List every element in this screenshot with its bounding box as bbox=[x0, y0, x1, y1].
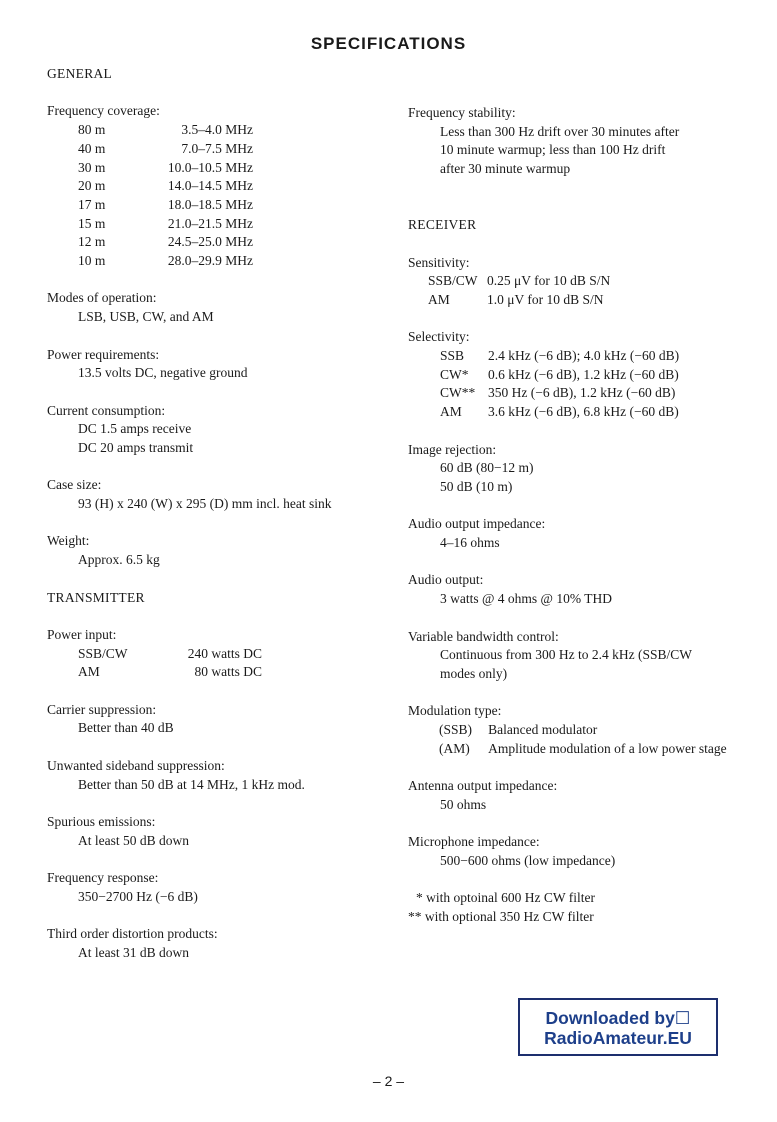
section-heading-receiver: RECEIVER bbox=[408, 217, 477, 233]
mode: CW** bbox=[440, 385, 476, 401]
frequency-stability-line: 10 minute warmup; less than 100 Hz drift bbox=[440, 142, 666, 158]
mode: SSB bbox=[440, 348, 465, 364]
band-range: 21.0–21.5 MHz bbox=[167, 215, 253, 231]
selectivity-value: 2.4 kHz (−6 dB); 4.0 kHz (−60 dB) bbox=[488, 348, 680, 364]
spurious-value: At least 50 dB down bbox=[78, 832, 189, 848]
sensitivity-label: Sensitivity: bbox=[408, 254, 470, 270]
mode: AM bbox=[428, 291, 450, 307]
third-order-value: At least 31 dB down bbox=[78, 944, 189, 960]
audio-output-value: 3 watts @ 4 ohms @ 10% THD bbox=[440, 591, 612, 607]
variable-bandwidth-label: Variable bandwidth control: bbox=[408, 628, 559, 644]
image-rejection-label: Image rejection: bbox=[408, 441, 497, 457]
watts: 80 watts DC bbox=[194, 664, 262, 680]
band: 20 m bbox=[78, 178, 106, 194]
band: 10 m bbox=[78, 253, 106, 269]
mode: (SSB) bbox=[439, 722, 473, 738]
current-transmit: DC 20 amps transmit bbox=[78, 440, 194, 455]
audio-output-impedance-value: 4–16 ohms bbox=[440, 535, 500, 551]
table-row bbox=[78, 252, 253, 271]
band: 40 m bbox=[78, 140, 106, 156]
table-row bbox=[428, 272, 610, 291]
selectivity-value: 3.6 kHz (−6 dB), 6.8 kHz (−60 dB) bbox=[488, 404, 679, 420]
band-range: 3.5–4.0 MHz bbox=[181, 122, 253, 138]
table-row bbox=[428, 291, 610, 310]
modes-label: Modes of operation: bbox=[47, 290, 157, 306]
sensitivity-value: 0.25 μV for 10 dB S/N bbox=[487, 273, 611, 289]
modulation-value: Balanced modulator bbox=[488, 722, 598, 738]
table-row bbox=[440, 366, 679, 385]
table-row bbox=[78, 196, 253, 215]
page-title: SPECIFICATIONS bbox=[310, 34, 467, 53]
table-row bbox=[78, 663, 262, 682]
modulation-value: Amplitude modulation of a low power stage bbox=[488, 740, 727, 756]
table-row bbox=[78, 159, 253, 178]
table-row bbox=[78, 121, 253, 140]
band: 80 m bbox=[78, 122, 106, 138]
table-row bbox=[440, 403, 679, 422]
power-input-table bbox=[78, 645, 262, 682]
selectivity-label: Selectivity: bbox=[408, 329, 470, 345]
page-number: – 2 – bbox=[372, 1073, 405, 1089]
table-row bbox=[78, 233, 253, 252]
band-range: 14.0–14.5 MHz bbox=[167, 178, 253, 194]
table-row bbox=[440, 384, 679, 403]
table-row bbox=[439, 721, 739, 740]
mode: AM bbox=[440, 404, 462, 420]
frequency-response-value: 350−2700 Hz (−6 dB) bbox=[78, 888, 198, 904]
section-heading-transmitter: TRANSMITTER bbox=[47, 589, 145, 605]
band-range: 18.0–18.5 MHz bbox=[167, 196, 253, 212]
case-size-label: Case size: bbox=[47, 477, 102, 493]
variable-bandwidth-value: modes only) bbox=[440, 665, 508, 681]
mode: (AM) bbox=[439, 740, 470, 756]
left-column bbox=[47, 65, 387, 963]
band: 12 m bbox=[78, 234, 106, 250]
case-size-value: 93 (H) x 240 (W) x 295 (D) mm incl. heat sink bbox=[78, 496, 332, 512]
table-row bbox=[78, 215, 253, 234]
watts: 240 watts DC bbox=[187, 645, 262, 661]
band: 15 m bbox=[78, 215, 106, 231]
badge-line: Downloaded by☐ bbox=[545, 1008, 691, 1028]
unwanted-sideband-value: Better than 50 dB at 14 MHz, 1 kHz mod. bbox=[78, 776, 305, 792]
antenna-output-impedance-label: Antenna output impedance: bbox=[408, 778, 558, 794]
mode: SSB/CW bbox=[78, 645, 128, 661]
image-rejection-value: 60 dB (80−12 m) bbox=[440, 460, 534, 476]
table-row bbox=[439, 740, 739, 759]
band-range: 10.0–10.5 MHz bbox=[167, 159, 253, 175]
selectivity-value: 350 Hz (−6 dB), 1.2 kHz (−60 dB) bbox=[488, 385, 676, 401]
unwanted-sideband-label: Unwanted sideband suppression: bbox=[47, 757, 225, 773]
band-range: 24.5–25.0 MHz bbox=[167, 234, 253, 250]
current-consumption-label: Current consumption: bbox=[47, 402, 166, 418]
table-row bbox=[440, 347, 679, 366]
modulation-type-label: Modulation type: bbox=[408, 703, 502, 719]
section-heading-general: GENERAL bbox=[47, 66, 113, 81]
spurious-label: Spurious emissions: bbox=[47, 813, 156, 829]
badge-site: RadioAmateur.EU bbox=[544, 1028, 692, 1048]
carrier-suppression-value: Better than 40 dB bbox=[78, 720, 174, 736]
carrier-suppression-label: Carrier suppression: bbox=[47, 701, 157, 717]
mode: SSB/CW bbox=[428, 273, 478, 289]
band-range: 7.0–7.5 MHz bbox=[181, 140, 253, 156]
weight-value: Approx. 6.5 kg bbox=[78, 552, 160, 568]
frequency-coverage-table bbox=[78, 121, 253, 271]
band: 30 m bbox=[78, 159, 106, 175]
microphone-impedance-label: Microphone impedance: bbox=[408, 834, 540, 850]
table-row bbox=[78, 177, 253, 196]
band: 17 m bbox=[78, 196, 106, 212]
sensitivity-value: 1.0 μV for 10 dB S/N bbox=[487, 291, 604, 307]
band-range: 28.0–29.9 MHz bbox=[167, 253, 253, 269]
table-row bbox=[78, 645, 262, 664]
sensitivity-table bbox=[428, 272, 610, 309]
microphone-impedance-value: 500−600 ohms (low impedance) bbox=[440, 852, 616, 868]
variable-bandwidth-value: Continuous from 300 Hz to 2.4 kHz (SSB/CW bbox=[440, 647, 692, 663]
footnote: * with optoinal 600 Hz CW filter bbox=[416, 890, 595, 906]
power-requirements-label: Power requirements: bbox=[47, 346, 160, 362]
download-badge bbox=[518, 998, 718, 1056]
image-rejection-value: 50 dB (10 m) bbox=[440, 478, 513, 494]
frequency-stability-line: Less than 300 Hz drift over 30 minutes after bbox=[440, 123, 680, 139]
footnote: ** with optional 350 Hz CW filter bbox=[408, 909, 594, 925]
weight-label: Weight: bbox=[47, 533, 90, 549]
modulation-type-table bbox=[439, 721, 739, 758]
mode: CW* bbox=[440, 366, 469, 382]
selectivity-value: 0.6 kHz (−6 dB), 1.2 kHz (−60 dB) bbox=[488, 366, 679, 382]
frequency-response-label: Frequency response: bbox=[47, 870, 159, 886]
power-input-label: Power input: bbox=[47, 626, 117, 642]
frequency-stability-line: after 30 minute warmup bbox=[440, 161, 571, 177]
right-column bbox=[408, 104, 738, 927]
antenna-output-impedance-value: 50 ohms bbox=[440, 796, 487, 812]
current-receive: DC 1.5 amps receive bbox=[78, 421, 192, 437]
audio-output-impedance-label: Audio output impedance: bbox=[408, 516, 546, 532]
audio-output-label: Audio output: bbox=[408, 572, 484, 588]
frequency-stability-label: Frequency stability: bbox=[408, 105, 516, 120]
frequency-coverage-label: Frequency coverage: bbox=[47, 103, 160, 119]
third-order-label: Third order distortion products: bbox=[47, 926, 218, 942]
table-row bbox=[78, 140, 253, 159]
selectivity-table bbox=[440, 347, 679, 422]
modes-value: LSB, USB, CW, and AM bbox=[78, 309, 214, 325]
mode: AM bbox=[78, 664, 100, 680]
power-requirements-value: 13.5 volts DC, negative ground bbox=[78, 365, 248, 381]
